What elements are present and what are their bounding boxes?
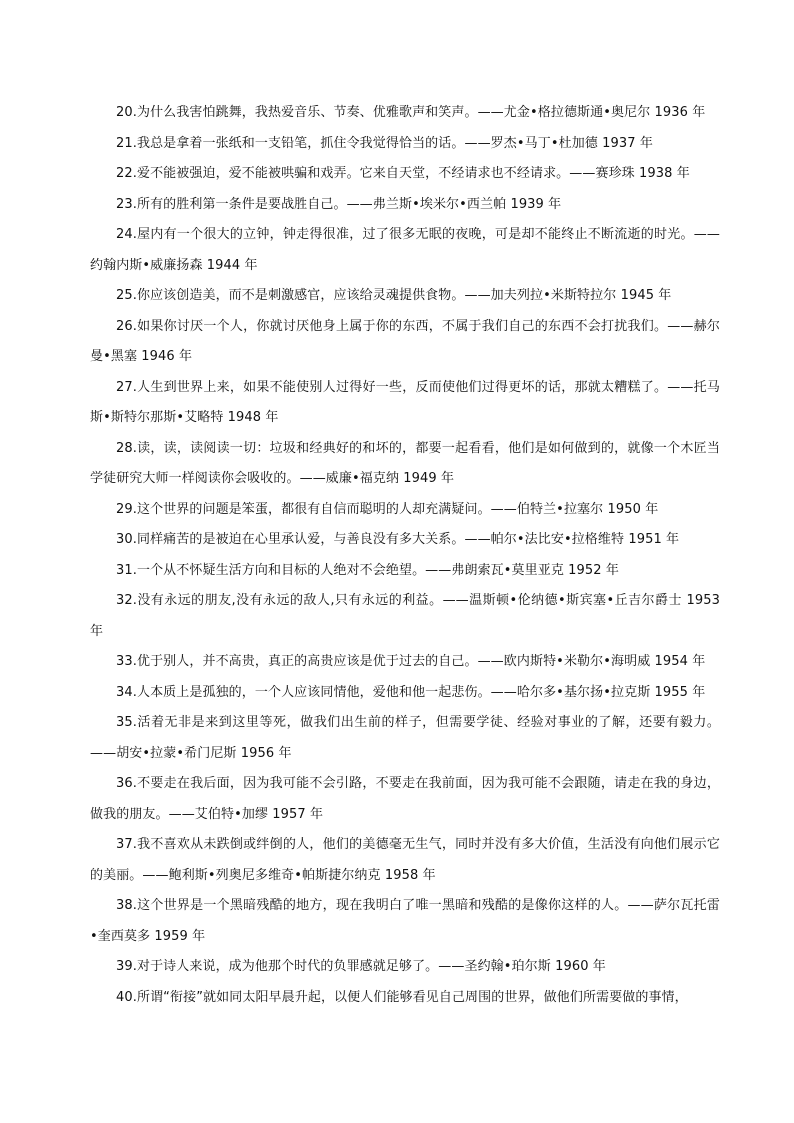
quote-28: 28.读，读，读阅读一切：垃圾和经典好的和坏的，都要一起看看，他们是如何做到的，就像一个木匠当学徒研究大师一样阅读你会吸收的。——威廉•福克纳 1949 年 bbox=[90, 440, 720, 486]
quote-23: 23.所有的胜利第一条件是要战胜自己。——弗兰斯•埃米尔•西兰帕 1939 年 bbox=[116, 196, 562, 212]
quote-37: 37.我不喜欢从未跌倒或绊倒的人，他们的美德毫无生气，同时并没有多大价值，生活没有向他们展示它的美丽。——鲍利斯•列奥尼多维奇•帕斯捷尔纳克 1958 年 bbox=[90, 837, 720, 883]
quote-38: 38.这个世界是一个黑暗残酷的地方，现在我明白了唯一黑暗和残酷的是像你这样的人。——萨尔瓦托雷•奎西莫多 1959 年 bbox=[90, 898, 720, 944]
quote-36: 36.不要走在我后面，因为我可能不会引路，不要走在我前面，因为我可能不会跟随，请走在我的身边，做我的朋友。——艾伯特•加缪 1957 年 bbox=[90, 776, 720, 822]
quote-20: 20.为什么我害怕跳舞，我热爱音乐、节奏、优雅歌声和笑声。——尤金•格拉德斯通•奥尼尔 1936 年 bbox=[116, 105, 706, 120]
quote-33: 33.优于别人，并不高贵，真正的高贵应该是优于过去的自己。——欧内斯特•米勒尔•海明威 1954 年 bbox=[116, 654, 706, 669]
quote-35: 35.活着无非是来到这里等死，做我们出生前的样子，但需要学徒、经验对事业的了解，还要有毅力。——胡安•拉蒙•希门尼斯 1956 年 bbox=[90, 715, 720, 761]
quote-list bbox=[90, 98, 720, 1013]
quote-25: 25.你应该创造美，而不是刺激感官，应该给灵魂提供食物。——加夫列拉•米斯特拉尔 1945 年 bbox=[116, 288, 672, 303]
quote-30: 30.同样痛苦的是被迫在心里承认爱，与善良没有多大关系。——帕尔•法比安•拉格维特 1951 年 bbox=[116, 532, 680, 547]
quote-39: 39.对于诗人来说，成为他那个时代的负罪感就足够了。——圣约翰•珀尔斯 1960 年 bbox=[116, 959, 606, 974]
quote-26: 26.如果你讨厌一个人，你就讨厌他身上属于你的东西，不属于我们自己的东西不会打扰我们。——赫尔曼•黑塞 1946 年 bbox=[90, 318, 720, 364]
quote-24: 24.屋内有一个很大的立钟，钟走得很准，过了很多无眠的夜晚，可是却不能终止不断流逝的时光。——约翰内斯•威廉扬森 1944 年 bbox=[90, 227, 720, 273]
quote-21: 21.我总是拿着一张纸和一支铅笔，抓住令我觉得恰当的话。——罗杰•马丁•杜加德 1937 年 bbox=[116, 135, 653, 151]
quote-27: 27.人生到世界上来，如果不能使别人过得好一些，反而使他们过得更坏的话，那就太糟糕了。——托马斯•斯特尔那斯•艾略特 1948 年 bbox=[90, 379, 720, 425]
quote-31: 31.一个从不怀疑生活方向和目标的人绝对不会绝望。——弗朗索瓦•莫里亚克 1952 年 bbox=[116, 562, 619, 578]
quote-32: 32.没有永远的朋友,没有永远的敌人,只有永远的利益。——温斯顿•伦纳德•斯宾塞•丘吉尔爵士 1953 年 bbox=[90, 593, 720, 639]
quote-40: 40.所谓“衔接”就如同太阳早晨升起，以便人们能够看见自己周围的世界，做他们所需要做的事情， bbox=[116, 989, 688, 1005]
quote-29: 29.这个世界的问题是笨蛋，都很有自信而聪明的人却充满疑问。——伯特兰•拉塞尔 1950 年 bbox=[116, 501, 659, 517]
quote-34: 34.人本质上是孤独的，一个人应该同情他，爱他和他一起悲伤。——哈尔多•基尔扬•拉克斯 1955 年 bbox=[116, 684, 706, 700]
quote-22: 22.爱不能被强迫，爱不能被哄骗和戏弄。它来自天堂，不经请求也不经请求。——赛珍珠 1938 年 bbox=[116, 166, 690, 181]
